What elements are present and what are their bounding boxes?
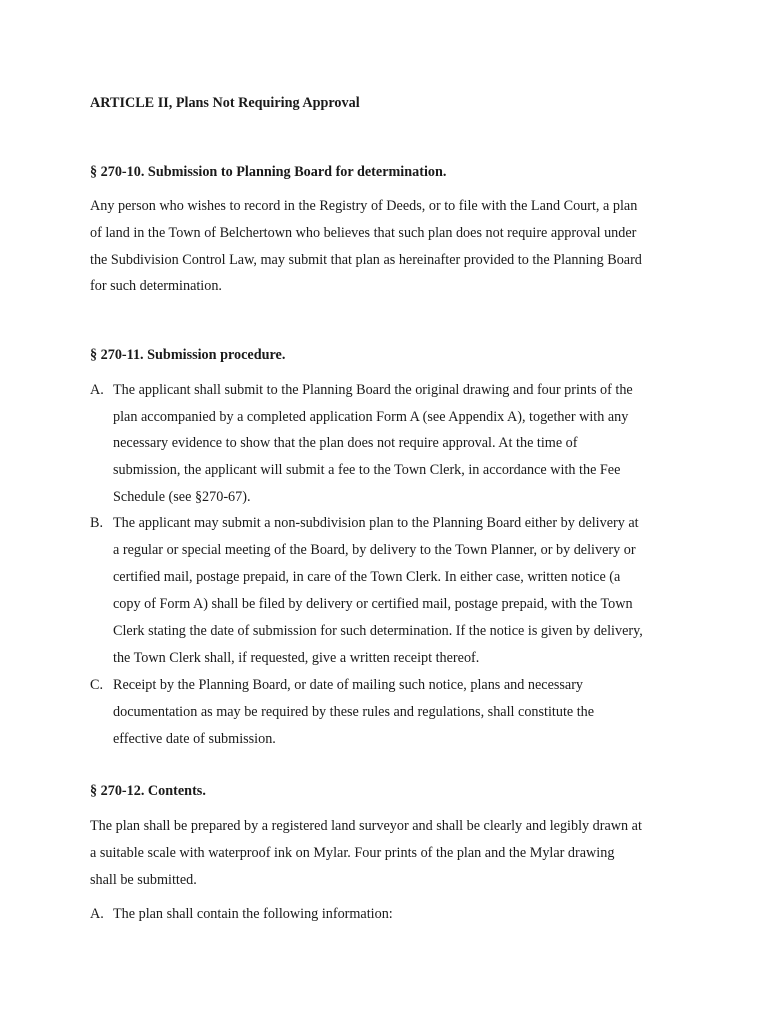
list-item-a-line: plan accompanied by a completed application Form A (see Appendix A), together with any [113, 409, 629, 425]
section-270-10-line: Any person who wishes to record in the Registry of Deeds, or to file with the Land Court, a plan [90, 198, 638, 214]
article-title: ARTICLE II, Plans Not Requiring Approval [90, 95, 360, 111]
contents-item-a-text: The plan shall contain the following information: [113, 906, 393, 922]
section-270-12-heading: § 270-12. Contents. [90, 783, 206, 799]
list-item-b-line: certified mail, postage prepaid, in care of the Town Clerk. In either case, written notice (a [113, 569, 621, 585]
section-270-10-heading: § 270-10. Submission to Planning Board for determination. [90, 164, 447, 180]
list-item-a-line: necessary evidence to show that the plan does not require approval. At the time of [113, 435, 578, 451]
list-item-b-line: The applicant may submit a non-subdivision plan to the Planning Board either by delivery at [113, 515, 639, 531]
section-270-12-line: shall be submitted. [90, 872, 197, 888]
list-item-c-line: Receipt by the Planning Board, or date of mailing such notice, plans and necessary [113, 677, 584, 693]
list-item-c-line: effective date of submission. [113, 731, 276, 747]
list-marker-b: B. [90, 515, 104, 531]
list-item-a-line: Schedule (see §270-67). [113, 489, 251, 505]
section-270-11-heading: § 270-11. Submission procedure. [90, 347, 286, 363]
list-marker-a: A. [90, 906, 104, 922]
section-270-10-line: the Subdivision Control Law, may submit that plan as hereinafter provided to the Planning Board [90, 252, 642, 268]
section-270-10-line: for such determination. [90, 278, 222, 294]
list-marker-c: C. [90, 677, 104, 693]
section-270-12-line: The plan shall be prepared by a registered land surveyor and shall be clearly and legibly drawn at [90, 818, 642, 834]
list-item-b-line: the Town Clerk shall, if requested, give a written receipt thereof. [113, 650, 480, 666]
list-item-a-line: The applicant shall submit to the Planning Board the original drawing and four prints of the [113, 382, 633, 398]
list-item-b-line: Clerk stating the date of submission for such determination. If the notice is given by delivery, [113, 623, 643, 639]
list-item-b-line: a regular or special meeting of the Board, by delivery to the Town Planner, or by delivery or [113, 542, 636, 558]
list-item-a-line: submission, the applicant will submit a fee to the Town Clerk, in accordance with the Fee [113, 462, 621, 478]
list-marker-a: A. [90, 382, 104, 398]
list-item-c-line: documentation as may be required by these rules and regulations, shall constitute the [113, 704, 595, 720]
section-270-10-line: of land in the Town of Belchertown who believes that such plan does not require approval under [90, 225, 637, 241]
section-270-12-line: a suitable scale with waterproof ink on Mylar. Four prints of the plan and the Mylar drawing [90, 845, 615, 861]
list-item-b-line: copy of Form A) shall be filed by delivery or certified mail, postage prepaid, with the Town [113, 596, 633, 612]
